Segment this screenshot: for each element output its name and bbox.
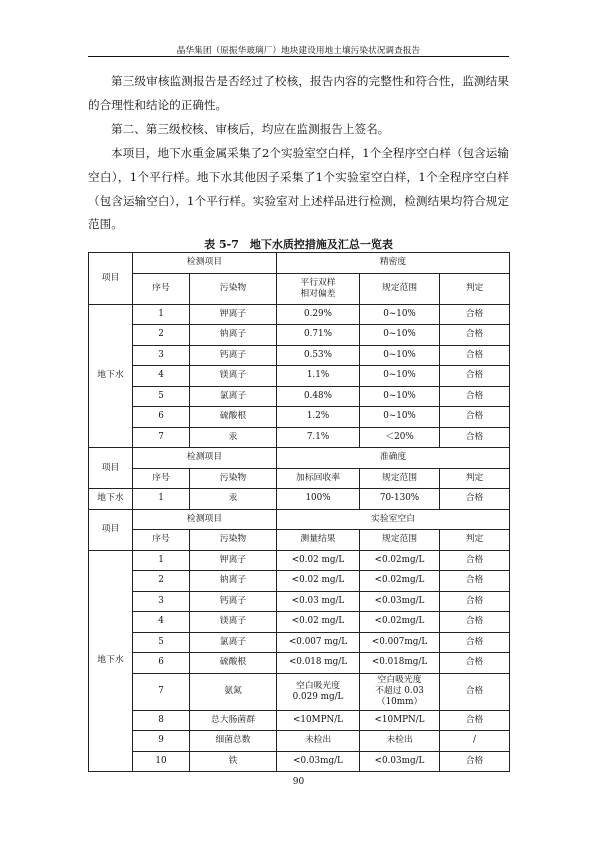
- detect-item-header: 检测项目: [133, 253, 277, 274]
- qc-summary-table: [88, 252, 510, 772]
- cell-judge: 合格: [440, 653, 510, 674]
- cell-judge: 合格: [440, 386, 510, 407]
- table-row: [89, 253, 510, 274]
- cell-judge: 合格: [440, 673, 510, 710]
- cell-pollutant: 镁离子: [190, 366, 277, 387]
- item-header: 项目: [89, 509, 133, 550]
- cell-range: 0~10%: [360, 366, 440, 387]
- table-row: [89, 751, 510, 772]
- table-row: [89, 673, 510, 710]
- cell-seq: 7: [133, 673, 190, 710]
- cell-range: 空白吸光度 不超过 0.03 （10mm）: [360, 673, 440, 710]
- cell-judge: 合格: [440, 427, 510, 448]
- cell-seq: 1: [133, 304, 190, 325]
- cell-range: 0~10%: [360, 407, 440, 428]
- pollutant-header: 污染物: [190, 530, 277, 551]
- cell-pollutant: 钙离子: [190, 345, 277, 366]
- cell-seq: 7: [133, 427, 190, 448]
- cell-range: <0.03mg/L: [360, 591, 440, 612]
- row-group-label: 地下水: [89, 304, 133, 448]
- cell-pollutant: 钾离子: [190, 550, 277, 571]
- cell-pollutant: 钠离子: [190, 325, 277, 346]
- metric-header: 平行双样 相对偏差: [277, 273, 360, 304]
- cell-pollutant: 汞: [190, 427, 277, 448]
- cell-judge: 合格: [440, 407, 510, 428]
- table-row: [89, 448, 510, 469]
- cell-judge: 合格: [440, 345, 510, 366]
- cell-seq: 1: [133, 550, 190, 571]
- cell-value: 1.1%: [277, 366, 360, 387]
- cell-range: ＜20%: [360, 427, 440, 448]
- cell-value: 0.71%: [277, 325, 360, 346]
- cell-judge: 合格: [440, 325, 510, 346]
- table-row: [89, 273, 510, 304]
- table-row: [89, 653, 510, 674]
- cell-value: <0.007 mg/L: [277, 632, 360, 653]
- cell-judge: 合格: [440, 751, 510, 772]
- table-row: [89, 468, 510, 489]
- item-header: 项目: [89, 448, 133, 489]
- cell-range: <0.02mg/L: [360, 550, 440, 571]
- seq-header: 序号: [133, 273, 190, 304]
- running-header: 晶华集团（原振华玻璃厂）地块建设用地土壤污染状况调查报告: [176, 46, 421, 56]
- cell-seq: 2: [133, 325, 190, 346]
- cell-pollutant: 钙离子: [190, 591, 277, 612]
- cell-pollutant: 镁离子: [190, 612, 277, 633]
- table-row: [89, 386, 510, 407]
- group-header: 精密度: [277, 253, 510, 274]
- cell-value: <0.02 mg/L: [277, 571, 360, 592]
- cell-pollutant: 钠离子: [190, 571, 277, 592]
- cell-seq: 1: [133, 489, 190, 510]
- cell-judge: 合格: [440, 710, 510, 731]
- detect-item-header: 检测项目: [133, 509, 277, 530]
- table-row: [89, 366, 510, 387]
- cell-judge: 合格: [440, 304, 510, 325]
- table-row: [89, 591, 510, 612]
- cell-value: 0.48%: [277, 386, 360, 407]
- cell-value: <0.02 mg/L: [277, 612, 360, 633]
- cell-value: 7.1%: [277, 427, 360, 448]
- cell-judge: 合格: [440, 550, 510, 571]
- table-caption: 表 5-7 地下水质控措施及汇总一览表: [204, 238, 393, 251]
- cell-range: 0~10%: [360, 386, 440, 407]
- metric-header: 测量结果: [277, 530, 360, 551]
- cell-value: 未检出: [277, 731, 360, 752]
- cell-value: 0.29%: [277, 304, 360, 325]
- paragraph-project-qc: 本项目，地下水重金属采集了2个实验室空白样，1个全程序空白样（包含运输空白），1个平行样。地下水其他因子采集了1个实验室空白样，1个全程序空白样（包含运输空白），1个平行样。实验室对上述样品进行检测，检测结果均符合规定范围。: [88, 146, 509, 232]
- cell-range: <10MPN/L: [360, 710, 440, 731]
- cell-range: 0~10%: [360, 325, 440, 346]
- table-row: [89, 550, 510, 571]
- cell-seq: 5: [133, 386, 190, 407]
- cell-range: 未检出: [360, 731, 440, 752]
- cell-range: 0~10%: [360, 345, 440, 366]
- item-header: 项目: [89, 253, 133, 305]
- cell-value: 100%: [277, 489, 360, 510]
- row-group-label: 地下水: [89, 489, 133, 510]
- range-header: 规定范围: [360, 273, 440, 304]
- table-row: [89, 731, 510, 752]
- cell-value: <0.03mg/L: [277, 751, 360, 772]
- cell-seq: 6: [133, 653, 190, 674]
- range-header: 规定范围: [360, 468, 440, 489]
- header-rule: [88, 56, 509, 57]
- cell-seq: 3: [133, 345, 190, 366]
- table-row: [89, 304, 510, 325]
- cell-seq: 6: [133, 407, 190, 428]
- table-row: [89, 710, 510, 731]
- cell-judge: 合格: [440, 591, 510, 612]
- range-header: 规定范围: [360, 530, 440, 551]
- cell-judge: 合格: [440, 489, 510, 510]
- paragraph-signature: 第二、第三级校核、审核后，均应在监测报告上签名。: [111, 122, 390, 136]
- cell-seq: 8: [133, 710, 190, 731]
- cell-pollutant: 钾离子: [190, 304, 277, 325]
- cell-seq: 3: [133, 591, 190, 612]
- cell-seq: 2: [133, 571, 190, 592]
- cell-judge: 合格: [440, 571, 510, 592]
- page-number: 90: [292, 777, 305, 787]
- pollutant-header: 污染物: [190, 273, 277, 304]
- cell-seq: 9: [133, 731, 190, 752]
- cell-pollutant: 氨氮: [190, 673, 277, 710]
- cell-judge: 合格: [440, 612, 510, 633]
- table-row: [89, 530, 510, 551]
- cell-judge: 合格: [440, 632, 510, 653]
- table-row: [89, 632, 510, 653]
- cell-seq: 4: [133, 366, 190, 387]
- seq-header: 序号: [133, 468, 190, 489]
- cell-value: 空白吸光度 0.029 mg/L: [277, 673, 360, 710]
- paragraph-review-content: 第三级审核监测报告是否经过了校核，报告内容的完整性和符合性，监测结果的合理性和结论的正确性。: [88, 74, 509, 112]
- cell-seq: 4: [133, 612, 190, 633]
- cell-judge: 合格: [440, 366, 510, 387]
- cell-value: <0.02 mg/L: [277, 550, 360, 571]
- cell-range: 70-130%: [360, 489, 440, 510]
- cell-value: <0.018 mg/L: [277, 653, 360, 674]
- pollutant-header: 污染物: [190, 468, 277, 489]
- cell-range: <0.02mg/L: [360, 571, 440, 592]
- cell-seq: 5: [133, 632, 190, 653]
- cell-pollutant: 总大肠菌群: [190, 710, 277, 731]
- cell-range: <0.02mg/L: [360, 612, 440, 633]
- table-row: [89, 407, 510, 428]
- cell-seq: 10: [133, 751, 190, 772]
- cell-value: <0.03 mg/L: [277, 591, 360, 612]
- cell-range: 0~10%: [360, 304, 440, 325]
- cell-pollutant: 细菌总数: [190, 731, 277, 752]
- table-row: [89, 612, 510, 633]
- table-row: [89, 509, 510, 530]
- cell-pollutant: 铁: [190, 751, 277, 772]
- cell-value: 0.53%: [277, 345, 360, 366]
- detect-item-header: 检测项目: [133, 448, 277, 469]
- cell-pollutant: 硫酸根: [190, 653, 277, 674]
- table-row: [89, 345, 510, 366]
- cell-judge: /: [440, 731, 510, 752]
- cell-pollutant: 氯离子: [190, 386, 277, 407]
- cell-range: <0.03mg/L: [360, 751, 440, 772]
- cell-value: 1.2%: [277, 407, 360, 428]
- judge-header: 判定: [440, 468, 510, 489]
- cell-range: <0.018mg/L: [360, 653, 440, 674]
- table-row: [89, 427, 510, 448]
- table-row: [89, 489, 510, 510]
- metric-header: 加标回收率: [277, 468, 360, 489]
- judge-header: 判定: [440, 530, 510, 551]
- table-row: [89, 571, 510, 592]
- group-header: 实验室空白: [277, 509, 510, 530]
- row-group-label: 地下水: [89, 550, 133, 772]
- group-header: 准确度: [277, 448, 510, 469]
- judge-header: 判定: [440, 273, 510, 304]
- cell-range: <0.007mg/L: [360, 632, 440, 653]
- cell-pollutant: 氯离子: [190, 632, 277, 653]
- cell-pollutant: 汞: [190, 489, 277, 510]
- table-row: [89, 325, 510, 346]
- cell-value: <10MPN/L: [277, 710, 360, 731]
- cell-pollutant: 硫酸根: [190, 407, 277, 428]
- seq-header: 序号: [133, 530, 190, 551]
